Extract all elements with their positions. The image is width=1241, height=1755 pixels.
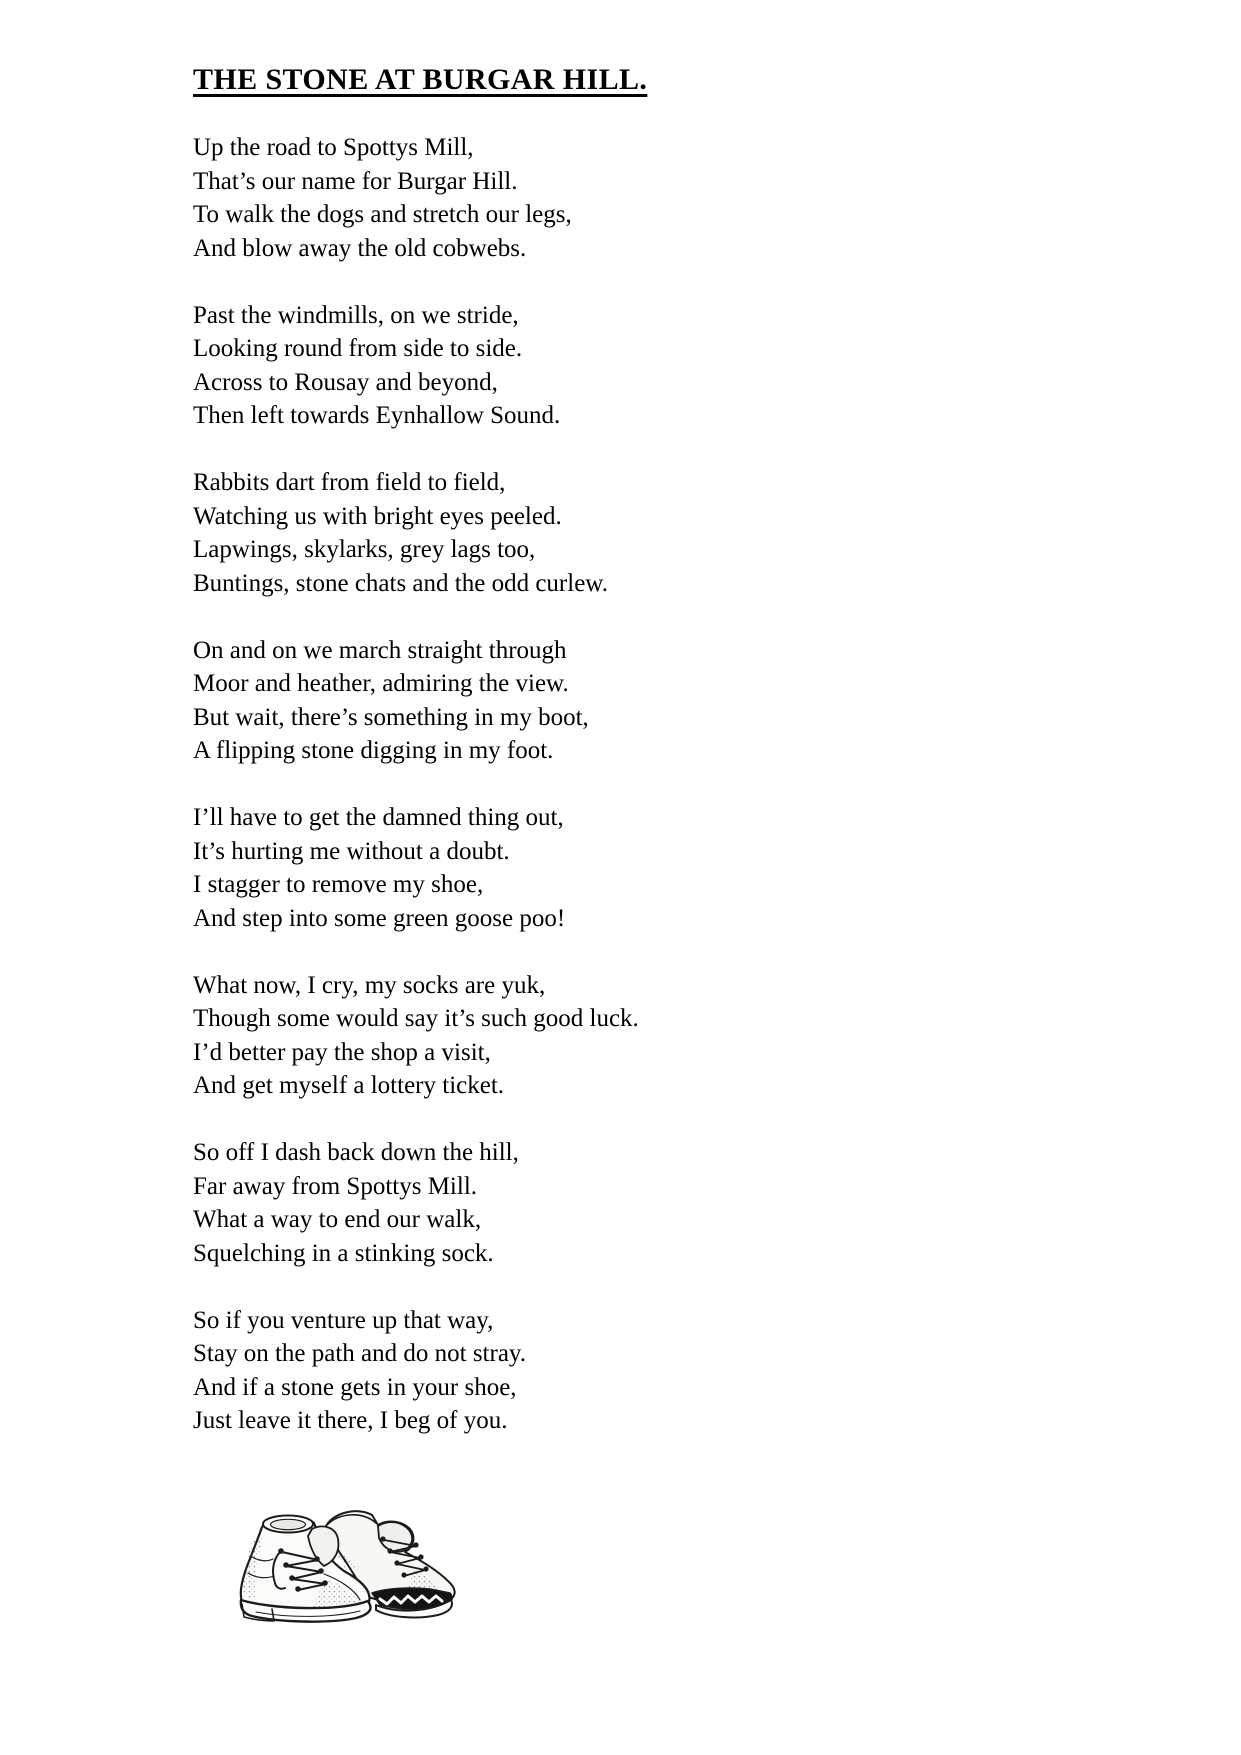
poem-line: That’s our name for Burgar Hill. bbox=[193, 167, 518, 195]
poem-line: Across to Rousay and beyond, bbox=[193, 368, 498, 396]
poem-line: It’s hurting me without a doubt. bbox=[193, 837, 510, 865]
stanza-7 bbox=[193, 1136, 953, 1270]
stanza-8 bbox=[193, 1304, 953, 1438]
poem-line: And blow away the old cobwebs. bbox=[193, 234, 527, 262]
poem-line: Lapwings, skylarks, grey lags too, bbox=[193, 536, 536, 563]
poem-line: Up the road to Spottys Mill, bbox=[193, 134, 474, 161]
boots-illustration bbox=[228, 1500, 464, 1632]
stanza-6 bbox=[193, 969, 953, 1103]
poem-line: Squelching in a stinking sock. bbox=[193, 1239, 494, 1267]
poem-line: So off I dash back down the hill, bbox=[193, 1139, 519, 1166]
poem-line: What a way to end our walk, bbox=[193, 1206, 482, 1233]
poem-line: I’ll have to get the damned thing out, bbox=[193, 804, 564, 831]
poem-line: On and on we march straight through bbox=[193, 636, 567, 664]
stanza-4 bbox=[193, 634, 953, 768]
poem-line: And step into some green goose poo! bbox=[193, 904, 566, 932]
poem-line: Though some would say it’s such good luck. bbox=[193, 1005, 639, 1032]
poem-line: And if a stone gets in your shoe, bbox=[193, 1373, 517, 1401]
poem-content bbox=[193, 60, 953, 1438]
poem-line: A flipping stone digging in my foot. bbox=[193, 737, 554, 764]
poem-line: Far away from Spottys Mill. bbox=[193, 1172, 478, 1200]
stanza-2 bbox=[193, 299, 953, 433]
poem-line: Buntings, stone chats and the odd curlew. bbox=[193, 569, 608, 597]
poem-title: THE STONE AT BURGAR HILL. bbox=[193, 63, 648, 96]
poem-line: Stay on the path and do not stray. bbox=[193, 1340, 527, 1367]
stanza-3 bbox=[193, 466, 953, 600]
poem-line: But wait, there’s something in my boot, bbox=[193, 703, 589, 731]
poem-line: Looking round from side to side. bbox=[193, 335, 523, 362]
poem-line: I’d better pay the shop a visit, bbox=[193, 1038, 491, 1066]
old-boots-sketch-icon bbox=[228, 1500, 464, 1632]
poem-line: And get myself a lottery ticket. bbox=[193, 1072, 505, 1099]
poem-line: Moor and heather, admiring the view. bbox=[193, 670, 569, 697]
poem-line: So if you venture up that way, bbox=[193, 1306, 494, 1334]
poem-line: Past the windmills, on we stride, bbox=[193, 301, 519, 329]
stanza-1 bbox=[193, 131, 953, 265]
stanza-5 bbox=[193, 801, 953, 935]
poem-body bbox=[193, 131, 953, 1438]
poem-line: Just leave it there, I beg of you. bbox=[193, 1407, 508, 1434]
poem-line: What now, I cry, my socks are yuk, bbox=[193, 971, 546, 999]
poem-line: Watching us with bright eyes peeled. bbox=[193, 502, 562, 530]
poem-line: Rabbits dart from field to field, bbox=[193, 469, 506, 496]
poem-line: I stagger to remove my shoe, bbox=[193, 871, 484, 898]
poem-line: To walk the dogs and stretch our legs, bbox=[193, 201, 572, 228]
poem-line: Then left towards Eynhallow Sound. bbox=[193, 402, 561, 429]
